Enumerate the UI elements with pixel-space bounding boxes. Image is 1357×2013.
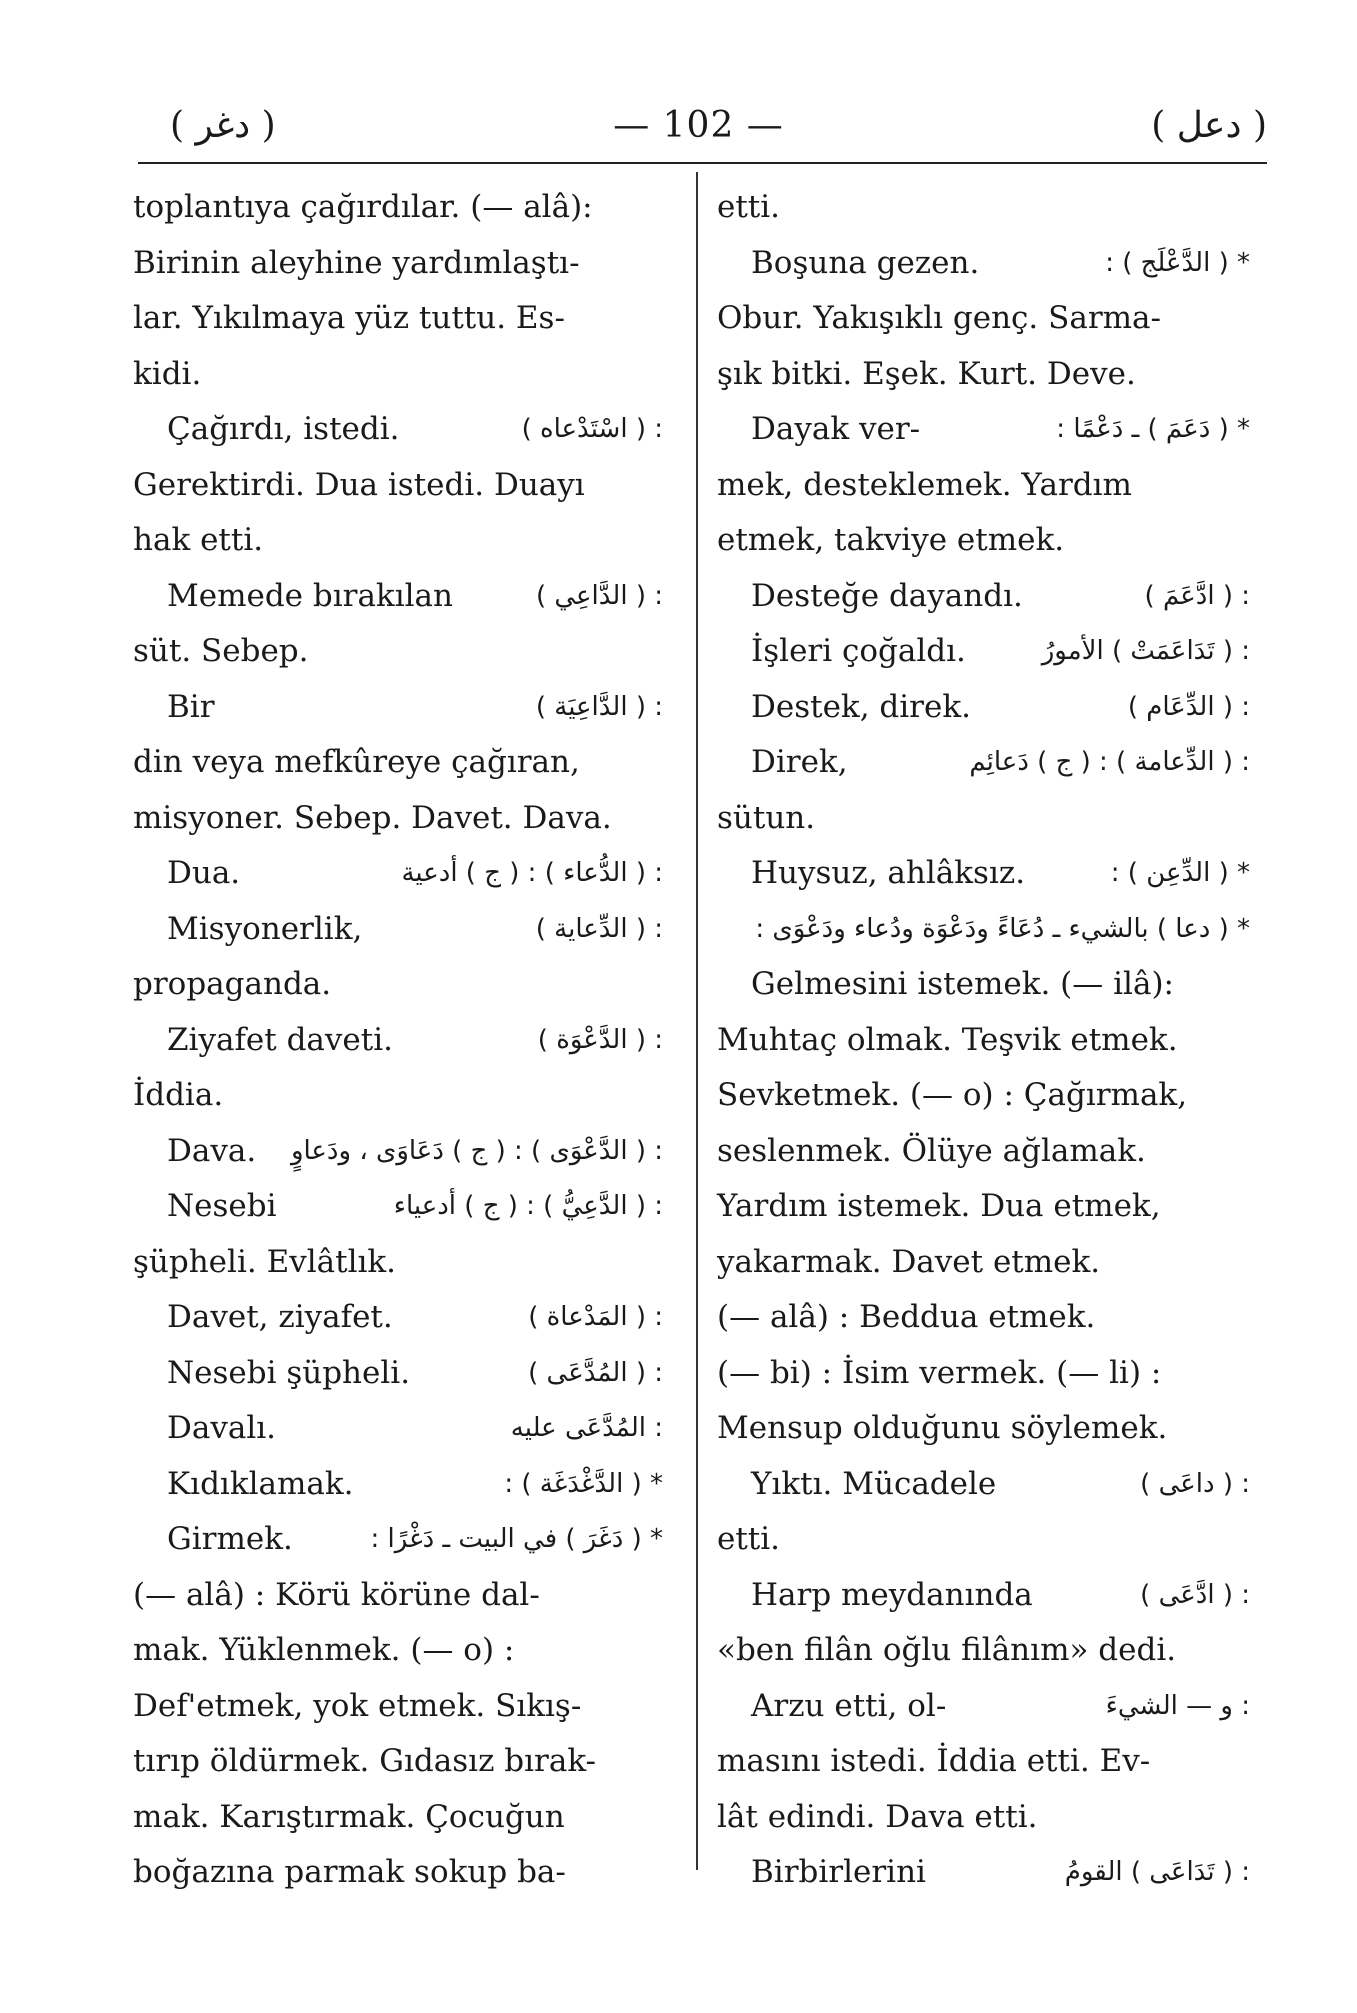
arabic-headword: : ( الدَّعِيُّ ) : ( ج ) أدعياء [393,1191,663,1221]
entry-text: Ziyafet daveti. [167,1021,393,1058]
entry-line [717,1401,1250,1457]
entry-line [133,1457,663,1513]
arabic-headword: * ( دعا ) بالشيء ـ دُعَاءً ودَعْوَة ودُعاء ودَعْوَى : [755,913,1250,944]
entry-text: Yıktı. Mücadele [751,1465,997,1502]
entry-line [717,1568,1250,1624]
entry-line [133,1734,663,1790]
entry-text: (— bi) : İsim vermek. (— li) : [717,1354,1162,1391]
entry-text: propaganda. [133,966,332,1002]
entry-line [133,957,663,1013]
entry-text: İddia. [133,1077,224,1113]
arabic-headword: : ( الدِّعاية ) [535,913,663,944]
entry-line [717,1679,1250,1735]
entry-line [133,180,663,236]
arabic-headword: : ( تَدَاعَمَتْ ) الأمورُ [1041,636,1250,666]
entry-line [717,1457,1250,1513]
entry-text: (— alâ) : Beddua etmek. [717,1299,1096,1335]
entry-line [133,1290,663,1346]
entry-line [717,347,1250,403]
entry-line [133,1401,663,1457]
entry-text: Dava. [167,1132,257,1169]
entry-line [133,624,663,680]
entry-text: Çağırdı, istedi. [167,411,400,447]
entry-line [717,1013,1250,1069]
entry-text: Bir [167,688,215,725]
entry-text: şüpheli. Evlâtlık. [133,1243,397,1280]
entry-text: masını istedi. İddia etti. Ev- [717,1743,1151,1779]
entry-line [133,1623,663,1679]
entry-text: Nesebi [167,1188,277,1224]
arabic-headword: : ( اسْتَدْعاه ) [521,414,663,444]
entry-line [133,513,663,569]
entry-text: din veya mefkûreye çağıran, [133,744,580,780]
entry-line [133,291,663,347]
arabic-headword: : ( تَدَاعَى ) القومُ [1064,1857,1250,1887]
entry-text: sütun. [717,799,816,836]
entry-line [717,1512,1250,1568]
entry-text: lât edindi. Dava etti. [717,1798,1038,1835]
arabic-headword: * ( دَغَرَ ) في البيت ـ دَغْرًا : [370,1524,663,1554]
entry-text: Direk, [751,744,848,780]
entry-line [133,1013,663,1069]
entry-text: seslenmek. Ölüye ağlamak. [717,1132,1146,1169]
entry-text: «ben filân oğlu filânım» dedi. [717,1632,1177,1668]
entry-line [133,1845,663,1901]
entry-line [133,1124,663,1180]
entry-text: kidi. [133,355,202,392]
entry-text: Huysuz, ahlâksız. [751,855,1026,891]
entry-text: Yardım istemek. Dua etmek, [717,1188,1161,1224]
entry-line [133,680,663,736]
entry-line [717,1623,1250,1679]
entry-line [717,236,1250,292]
entry-text: Memede bırakılan [167,577,453,614]
entry-line [717,569,1250,625]
entry-text: şık bitki. Eşek. Kurt. Deve. [717,355,1136,392]
entry-text: (— alâ) : Körü körüne dal- [133,1576,540,1613]
entry-text: mak. Karıştırmak. Çocuğun [133,1798,565,1835]
entry-line [717,902,1250,958]
entry-text: Def'etmek, yok etmek. Sıkış- [133,1687,582,1724]
entry-line [717,957,1250,1013]
entry-line [133,1235,663,1291]
entry-line [717,1179,1250,1235]
arabic-headword: : ( المُدَّعَى ) [528,1357,663,1388]
entry-line [133,791,663,847]
entry-line [717,458,1250,514]
entry-text: Dua. [167,855,241,891]
entry-text: Misyonerlik, [167,910,363,947]
entry-line [717,1124,1250,1180]
column-divider [696,172,698,1870]
entry-text: Davet, ziyafet. [167,1299,393,1335]
entry-line [717,735,1250,791]
entry-line [717,291,1250,347]
entry-text: lar. Yıkılmaya yüz tuttu. Es- [133,300,565,336]
page-number: — 102 — [613,105,784,146]
entry-text: Birinin aleyhine yardımlaştı- [133,244,580,281]
entry-text: Harp meydanında [751,1576,1033,1613]
entry-line [717,180,1250,236]
entry-text: etti. [717,1521,781,1557]
entry-line [717,1346,1250,1402]
entry-line [717,680,1250,736]
entry-line [717,1845,1250,1901]
entry-text: misyoner. Sebep. Davet. Dava. [133,799,612,836]
arabic-headword: : ( الدَّاعِيَة ) [535,691,663,722]
entry-text: Birbirlerini [751,1854,926,1890]
entry-text: süt. Sebep. [133,633,309,669]
entry-text: Muhtaç olmak. Teşvik etmek. [717,1021,1178,1058]
entry-text: Mensup olduğunu söylemek. [717,1410,1168,1446]
arabic-headword: : ( الدِّعامة ) : ( ج ) دَعائِم [969,747,1250,777]
arabic-headword: : ( الدَّاعِي ) [535,580,663,611]
entry-line [133,1346,663,1402]
entry-text: Gelmesini istemek. (— ilâ): [751,966,1174,1002]
arabic-headword: : ( داعَى ) [1140,1468,1250,1499]
entry-line [717,1068,1250,1124]
left-column [133,180,663,1901]
arabic-headword: : ( ادَّعَمَ ) [1144,580,1250,611]
entry-text: Arzu etti, ol- [751,1687,947,1724]
arabic-headword: : ( ادَّعَى ) [1140,1579,1250,1610]
entry-line [717,846,1250,902]
right-column [717,180,1250,1901]
entry-line [133,569,663,625]
entry-text: toplantıya çağırdılar. (— alâ): [133,189,593,225]
entry-text: Kıdıklamak. [167,1465,354,1502]
header-left-guide-word: ( دغر ) [170,105,276,146]
entry-text: Nesebi şüpheli. [167,1354,411,1391]
entry-line [717,1290,1250,1346]
entry-text: Gerektirdi. Dua istedi. Duayı [133,466,585,503]
entry-line [717,402,1250,458]
arabic-headword: * ( الدَّغْدَغَة ) : [504,1468,663,1499]
entry-line [133,735,663,791]
arabic-headword: * ( الدِّعِن ) : [1110,858,1250,888]
entry-line [717,1734,1250,1790]
entry-text: mak. Yüklenmek. (— o) : [133,1632,515,1668]
entry-line [133,1512,663,1568]
entry-text: yakarmak. Davet etmek. [717,1243,1101,1280]
entry-line [133,1068,663,1124]
entry-text: Boşuna gezen. [751,244,980,281]
entry-line [717,791,1250,847]
entry-line [717,513,1250,569]
entry-text: hak etti. [133,522,264,558]
entry-text: tırıp öldürmek. Gıdasız bırak- [133,1743,597,1779]
entry-text: Dayak ver- [751,411,921,447]
arabic-headword: : و — الشيءَ [1105,1690,1250,1721]
entry-line [717,1235,1250,1291]
arabic-headword: * ( الدَّعْلَج ) : [1105,247,1250,278]
header-right-guide-word: ( دعل ) [1151,105,1267,146]
entry-line [717,624,1250,680]
arabic-headword: : ( الدِّعَام ) [1127,691,1250,722]
header-divider [138,162,1267,164]
arabic-headword: : المُدَّعَى عليه [510,1413,663,1443]
arabic-headword: : ( الدَّعْوَة ) [537,1024,663,1055]
entry-text: Destek, direk. [751,688,971,725]
entry-line [133,236,663,292]
arabic-headword: : ( الدُّعاء ) : ( ج ) أدعية [401,858,663,888]
entry-text: etmek, takviye etmek. [717,522,1065,558]
page-header [130,96,1267,156]
entry-text: Girmek. [167,1521,293,1557]
arabic-headword: : ( الدَّعْوَى ) : ( ج ) دَعَاوَى ، ودَعاوٍ [290,1135,663,1166]
entry-text: Obur. Yakışıklı genç. Sarma- [717,300,1161,336]
entry-line [133,402,663,458]
entry-line [717,1790,1250,1846]
entry-line [133,1679,663,1735]
entry-line [133,1790,663,1846]
entry-text: İşleri çoğaldı. [751,633,966,669]
entry-line [133,846,663,902]
entry-text: boğazına parmak sokup ba- [133,1854,566,1890]
entry-text: Davalı. [167,1410,277,1446]
entry-line [133,1568,663,1624]
entry-text: mek, desteklemek. Yardım [717,466,1132,503]
entry-text: Sevketmek. (— o) : Çağırmak, [717,1077,1188,1113]
entry-text: etti. [717,189,781,225]
entry-line [133,902,663,958]
entry-line [133,458,663,514]
entry-line [133,347,663,403]
arabic-headword: * ( دَعَمَ ) ـ دَعْمًا : [1056,414,1250,444]
entry-text: Desteğe dayandı. [751,577,1023,614]
entry-line [133,1179,663,1235]
arabic-headword: : ( المَدْعاة ) [528,1302,663,1332]
